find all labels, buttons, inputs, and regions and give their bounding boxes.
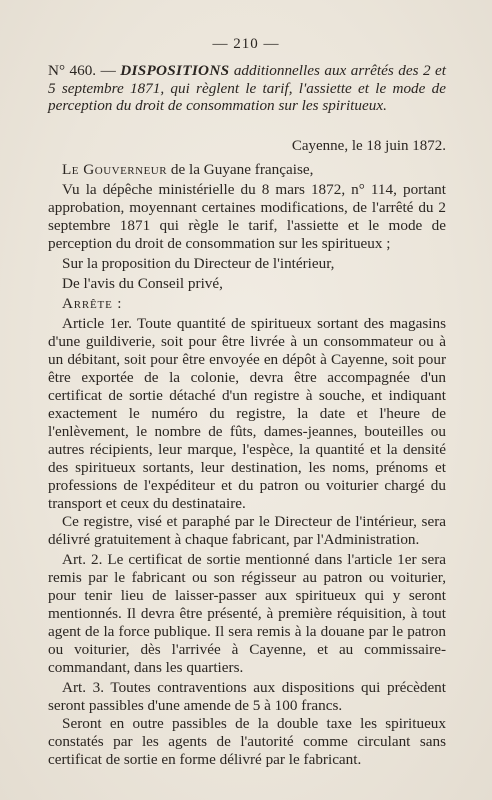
paragraph-vu: Vu la dépêche ministérielle du 8 mars 1872, n° 114, portant approbation, moyennant certaines modifications, de l'arrêté du 2 septembre 1871 qui règle le tarif, l'assiette et le mode de perception du droit de consommation sur les spiritueux ;: [48, 180, 446, 252]
paragraph-article-3: Art. 3. Toutes contraventions aux dispositions qui précèdent seront passibles d'une amende de 5 à 100 francs.: [48, 678, 446, 714]
paragraph-article-2: Art. 2. Le certificat de sortie mentionné dans l'article 1er sera remis par le fabricant ou son régisseur au patron ou voiturier, pour tenir lieu de laisser-passer aux spiritueux qui y seront mentionnés. Il devra être présenté, à première réquisition, à tout agent de la force publique. Il sera remis à la douane par le patron ou voiturier, dès l'arrivée à Cayenne, et au commissaire-commandant, dans les quartiers.: [48, 550, 446, 676]
document-heading: [48, 62, 446, 115]
paragraph-registre: Ce registre, visé et paraphé par le Directeur de l'intérieur, sera délivré gratuitement à chaque fabricant, par l'Administration.: [48, 512, 446, 548]
paragraph-avis: De l'avis du Conseil privé,: [62, 274, 223, 292]
governor-rest: de la Guyane française,: [167, 160, 314, 178]
heading-number: N° 460. —: [48, 62, 121, 79]
dateline: Cayenne, le 18 juin 1872.: [291, 137, 446, 154]
heading-title: DISPOSITIONS: [120, 62, 230, 79]
heading-subtitle: additionnelles aux arrêtés des 2 et 5 septembre 1871, qui règlent le tarif, l'assiette et le mode de perception du droit de consommation sur les spiritueux.: [48, 62, 446, 114]
paragraph-arrete: Arrête :: [62, 294, 123, 312]
paragraph-governor: [48, 161, 446, 179]
page-number: — 210 —: [212, 36, 280, 52]
page-body: [48, 62, 446, 769]
paragraph-proposition: Sur la proposition du Directeur de l'intérieur,: [62, 254, 335, 272]
governor-label: Le Gouverneur: [62, 160, 168, 178]
paragraph-article-1: Article 1er. Toute quantité de spiritueux sortant des magasins d'une guildiverie, soit pour être livrée à un consommateur ou à un débitant, soit pour être envoyée en dépôt à Cayenne, soit pour être exportée de la colonie, devra être accompagnée d'un certificat de sortie détaché d'un registre à souche, et indiquant exactement le numéro du registre, la date et l'heure de l'enlèvement, le nombre de fûts, dames-jeannes, bouteilles ou autres récipients, leur marque, l'espèce, la quantité et la densité des spiritueux sortants, leur destination, les noms, prénoms et professions de l'expéditeur et du patron ou voiturier chargé du transport et ceux du destinataire.: [48, 314, 446, 512]
paragraph-double-taxe: Seront en outre passibles de la double taxe les spiritueux constatés par les agents de l'autorité comme circulant sans certificat de sortie en forme délivré par le fabricant.: [48, 714, 446, 768]
